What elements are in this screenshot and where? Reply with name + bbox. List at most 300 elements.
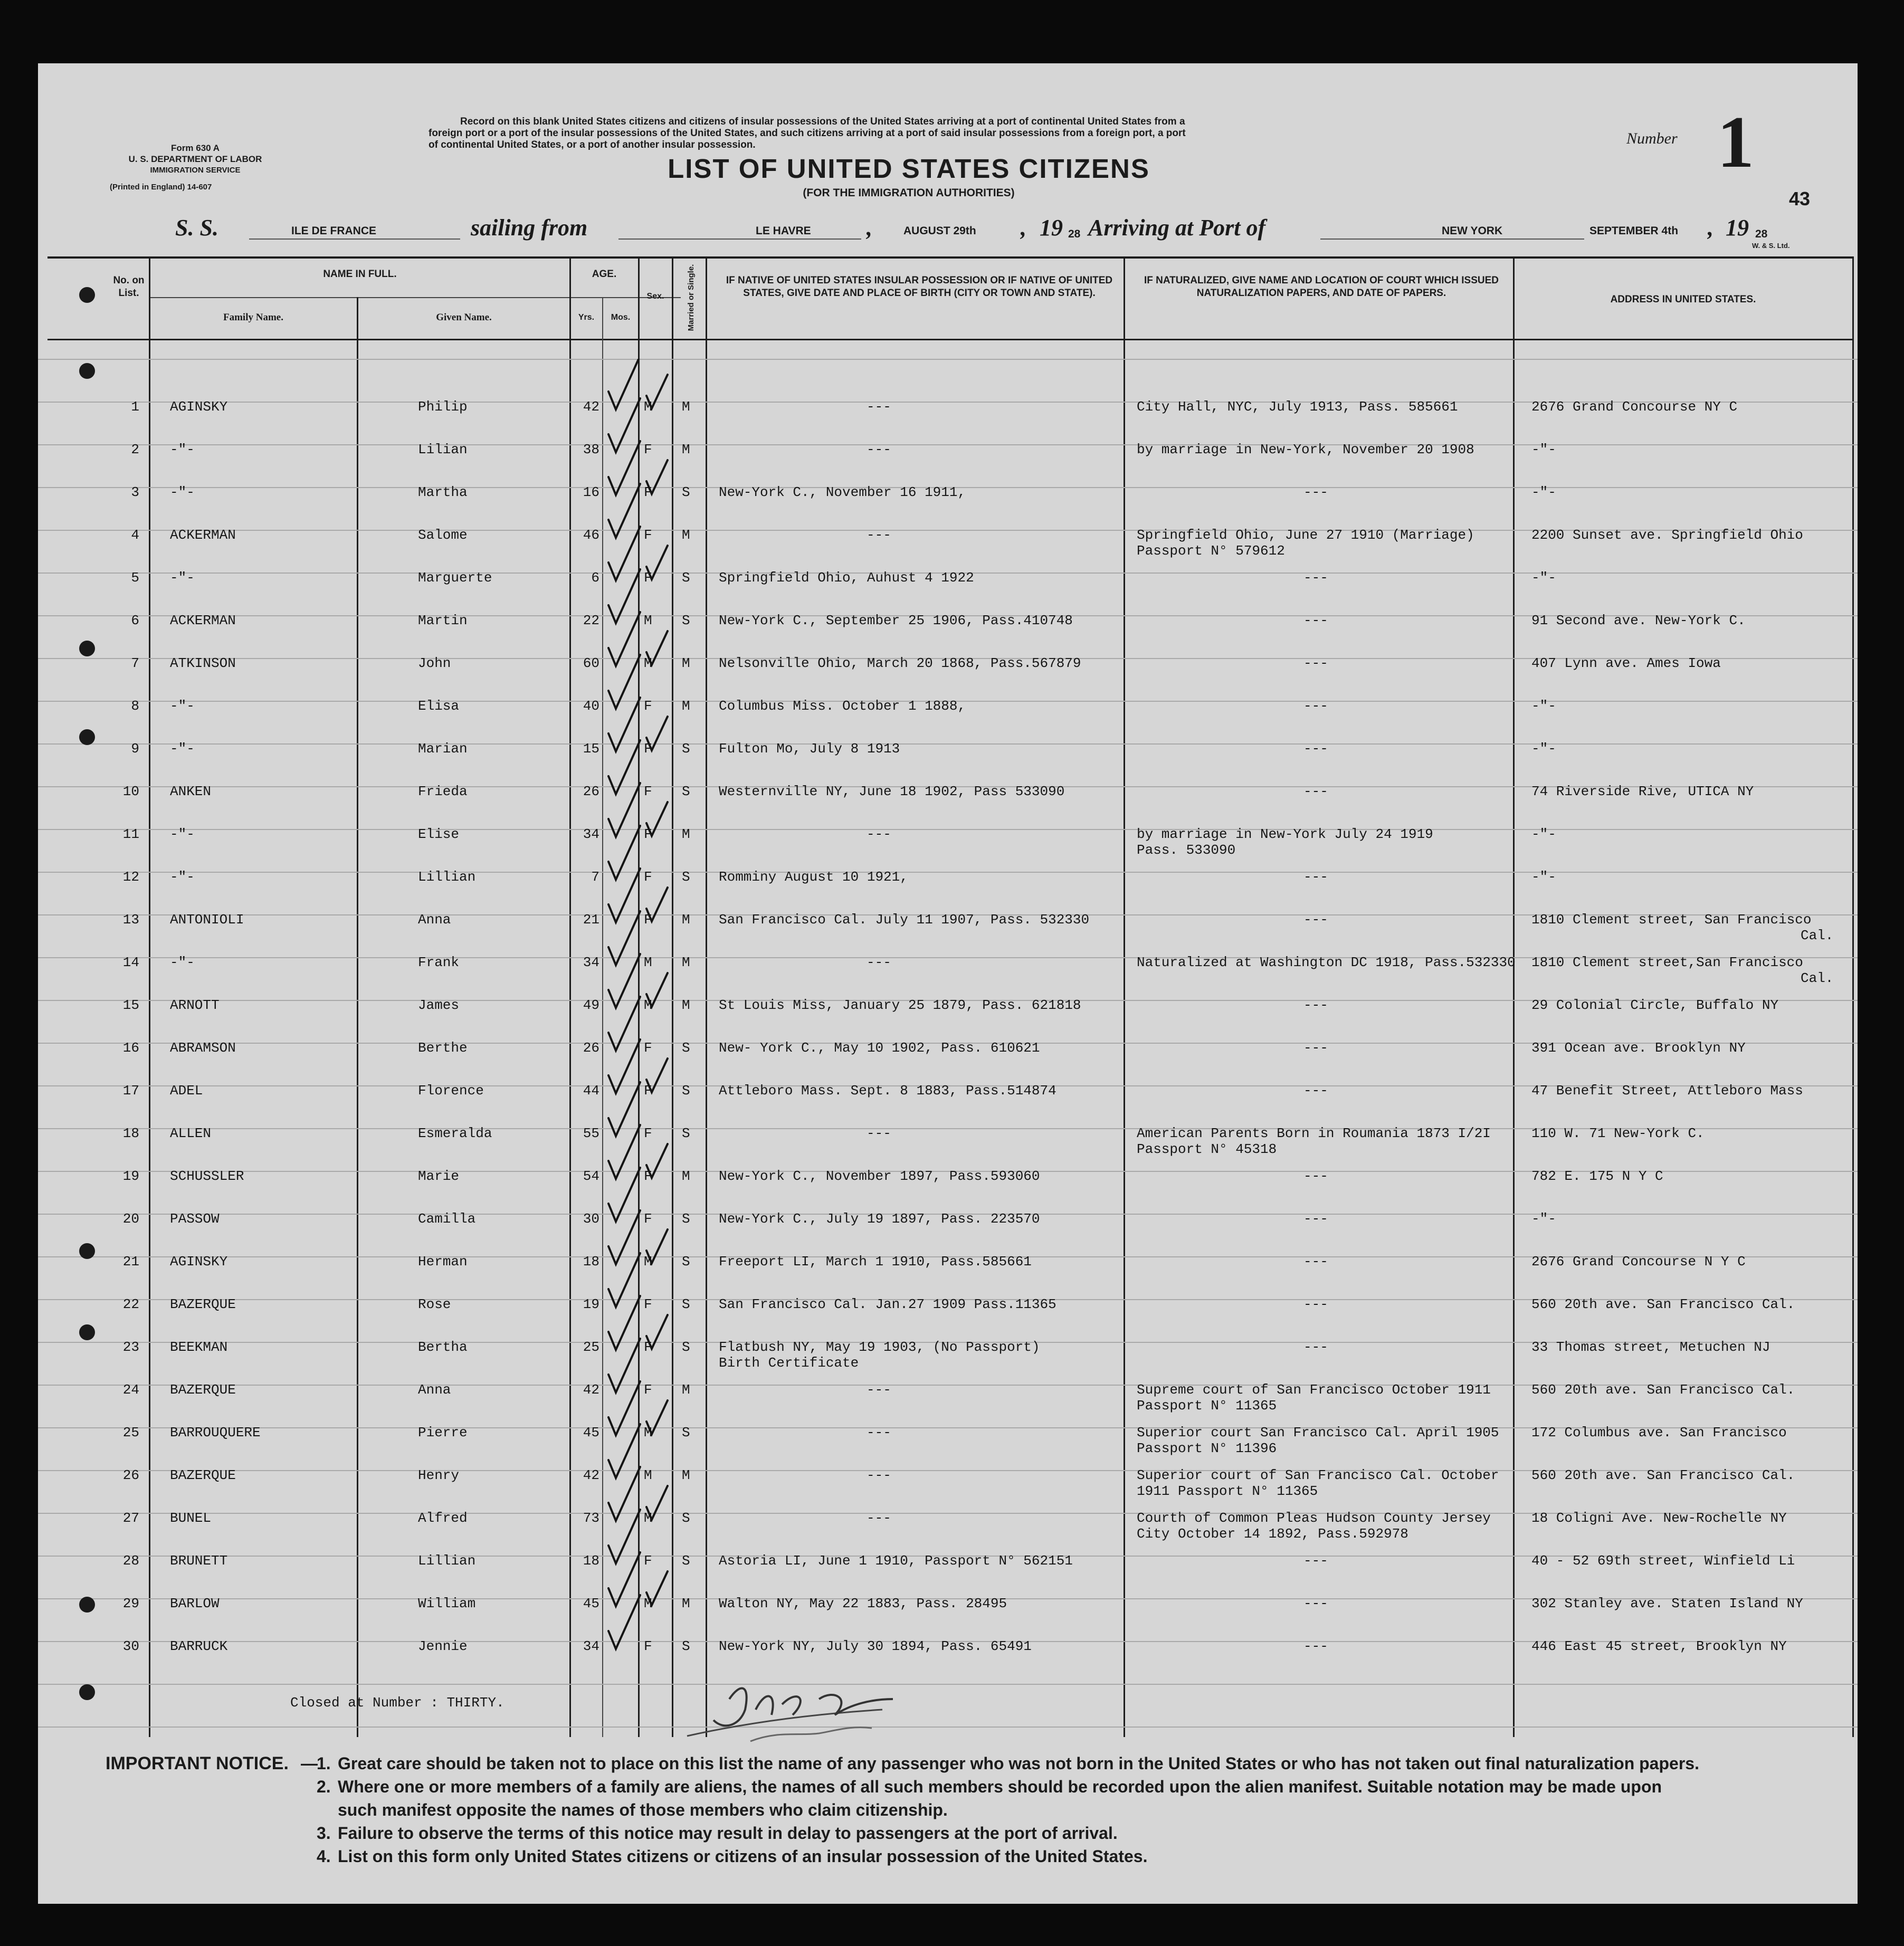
arrival-year: 28 (1755, 228, 1768, 240)
given-name: Salome (418, 527, 468, 543)
checkmark (646, 1400, 668, 1434)
row-number: 22 (122, 1296, 139, 1312)
given-name: Lillian (418, 1553, 476, 1569)
table-top-border (47, 256, 1852, 259)
age-years: 18 (583, 1254, 599, 1270)
checkmark (608, 954, 640, 1008)
naturalization: Springfield Ohio, June 27 1910 (Marriage) (1137, 527, 1474, 543)
page-title: LIST OF UNITED STATES CITIZENS (668, 154, 1150, 184)
marital-status: S (682, 613, 690, 628)
naturalization-continued: Passport N° 45318 (1137, 1141, 1277, 1157)
checkmark (646, 973, 668, 1007)
departure-port: LE HAVRE (756, 225, 811, 237)
arrival-underline (1320, 239, 1584, 240)
naturalization: --- (1303, 869, 1328, 885)
binder-hole (79, 1243, 95, 1259)
header-birth: IF NATIVE OF UNITED STATES INSULAR POSSESSION OR IF NATIVE OF UNITED STATES, GIVE DATE AND PLACE OF BIRTH (CITY OR TOWN AND STATE). (726, 275, 1113, 299)
row-number: 17 (122, 1083, 139, 1099)
checkmark (608, 783, 640, 837)
sex: F (644, 698, 652, 714)
given-name: Esmeralda (418, 1125, 492, 1141)
checkmark (608, 569, 640, 623)
address: 391 Ocean ave. Brooklyn NY (1531, 1040, 1746, 1056)
marital-status: M (682, 442, 690, 457)
row-number: 2 (131, 442, 139, 457)
checkmark (608, 698, 640, 751)
checkmark (608, 1339, 640, 1392)
notice-item-number (317, 1798, 338, 1821)
checkmark (608, 1595, 640, 1649)
row-number: 26 (122, 1467, 139, 1483)
age-years: 15 (583, 741, 599, 757)
family-name: ADEL (170, 1083, 203, 1099)
naturalization: --- (1303, 1296, 1328, 1312)
age-years: 42 (583, 1467, 599, 1483)
age-years: 46 (583, 527, 599, 543)
notice-item (317, 1798, 1826, 1821)
sex: F (644, 912, 652, 928)
age-years: 45 (583, 1596, 599, 1611)
notice-item-number: 3. (317, 1824, 331, 1843)
marital-status: S (682, 1296, 690, 1312)
checkmark (608, 1467, 640, 1521)
naturalization: --- (1303, 912, 1328, 928)
address: -"- (1531, 1211, 1556, 1227)
sailing-date: AUGUST 29th (903, 225, 976, 237)
given-name: Jennie (418, 1638, 468, 1654)
row-number: 14 (122, 955, 139, 970)
marital-status: S (682, 1125, 690, 1141)
family-name: BARLOW (170, 1596, 220, 1611)
marital-status: S (682, 1083, 690, 1099)
birth-place: New-York C., November 1897, Pass.593060 (719, 1168, 1040, 1184)
comma: , (1708, 215, 1713, 241)
sex: F (644, 1211, 652, 1227)
ruled-line (38, 829, 1858, 830)
given-name: Martin (418, 613, 468, 628)
age-years: 26 (583, 784, 599, 799)
marital-status: S (682, 484, 690, 500)
age-years: 73 (583, 1510, 599, 1526)
sex: M (644, 1425, 652, 1441)
birth-place: New- York C., May 10 1902, Pass. 610621 (719, 1040, 1040, 1056)
given-name: James (418, 997, 460, 1013)
birth-place: Attleboro Mass. Sept. 8 1883, Pass.514874 (719, 1083, 1056, 1099)
naturalization: by marriage in New-York, November 20 1908 (1137, 442, 1474, 457)
row-number: 12 (122, 869, 139, 885)
sex: M (644, 1596, 652, 1611)
family-name: ANTONIOLI (170, 912, 244, 928)
checkmark (608, 911, 640, 965)
sex: F (644, 1339, 652, 1355)
notice-item (317, 1821, 1826, 1845)
row-number: 24 (122, 1382, 139, 1398)
family-name: BAZERQUE (170, 1467, 236, 1483)
row-number: 15 (122, 997, 139, 1013)
given-name: Marie (418, 1168, 460, 1184)
row-number: 10 (122, 784, 139, 799)
given-name: Florence (418, 1083, 484, 1099)
sex: F (644, 1168, 652, 1184)
service: IMMIGRATION SERVICE (150, 166, 241, 175)
address: 560 20th ave. San Francisco Cal. (1531, 1467, 1795, 1483)
sailing-year: 28 (1068, 228, 1081, 240)
age-checkmarks (602, 359, 676, 1699)
marital-status: S (682, 1510, 690, 1526)
row-number: 7 (131, 655, 139, 671)
checkmark (646, 631, 668, 665)
header-address: ADDRESS IN UNITED STATES. (1610, 294, 1756, 305)
form-number: Form 630 A (171, 143, 220, 153)
age-years: 45 (583, 1425, 599, 1441)
family-name: BAZERQUE (170, 1382, 236, 1398)
naturalization: --- (1303, 698, 1328, 714)
given-name: Frank (418, 955, 460, 970)
family-name: SCHUSSLER (170, 1168, 244, 1184)
naturalization: --- (1303, 1083, 1328, 1099)
family-name: -"- (170, 698, 195, 714)
given-name: Frieda (418, 784, 468, 799)
checkmark (608, 1296, 640, 1350)
sex: M (644, 1510, 652, 1526)
instructions (429, 116, 1547, 151)
col-divider (569, 256, 571, 1737)
naturalization: --- (1303, 1168, 1328, 1184)
row-number: 28 (122, 1553, 139, 1569)
given-name: Herman (418, 1254, 468, 1270)
checkmark (608, 1168, 640, 1222)
checkmark (646, 460, 668, 494)
row-number: 20 (122, 1211, 139, 1227)
family-name: ACKERMAN (170, 613, 236, 628)
age-years: 18 (583, 1553, 599, 1569)
birth-place: --- (867, 1510, 891, 1526)
birth-place: New-York C., November 16 1911, (719, 484, 966, 500)
age-years: 38 (583, 442, 599, 457)
department: U. S. DEPARTMENT OF LABOR (128, 154, 262, 164)
binder-hole (79, 363, 95, 379)
family-name: -"- (170, 484, 195, 500)
notice-item-text: Failure to observe the terms of this notice may result in delay to passengers at the port of arrival. (338, 1824, 1118, 1843)
checkmark (646, 375, 668, 408)
age-years: 34 (583, 826, 599, 842)
checkmark (608, 1253, 640, 1307)
checkmark (608, 359, 640, 409)
row-number: 4 (131, 527, 139, 543)
header-no: No. on List. (113, 275, 145, 299)
given-name: Marguerte (418, 570, 492, 586)
instruction-line: foreign port or a port of the insular possessions of the United States, and such citizens arriving at a port of said insular possessions from a foreign port, a port (429, 128, 1186, 139)
ss-label: S. S. (175, 215, 218, 241)
family-name: ABRAMSON (170, 1040, 236, 1056)
notice-item-text: such manifest opposite the names of those members who claim citizenship. (338, 1800, 948, 1819)
sex: F (644, 1553, 652, 1569)
notice-items (317, 1752, 1826, 1868)
col-divider (149, 256, 150, 1737)
naturalization: --- (1303, 1596, 1328, 1611)
address: -"- (1531, 484, 1556, 500)
sex: F (644, 1382, 652, 1398)
number-label: Number (1626, 130, 1678, 147)
sex: F (644, 570, 652, 586)
checkmark (608, 655, 640, 709)
marital-status: S (682, 784, 690, 799)
binder-hole (79, 729, 95, 745)
birth-place: --- (867, 1125, 891, 1141)
year-label: 19 (1726, 215, 1749, 241)
notice-item-text: Where one or more members of a family are aliens, the names of all such members should be recorded upon the alien manifest. Suitable notation may be made upon (338, 1777, 1662, 1796)
checkmark (608, 740, 640, 794)
naturalization: --- (1303, 784, 1328, 799)
page-number: 43 (1789, 188, 1811, 209)
naturalization: --- (1303, 997, 1328, 1013)
age-years: 22 (583, 613, 599, 628)
age-years: 19 (583, 1296, 599, 1312)
manifest-sheet (38, 63, 1858, 1904)
naturalization: --- (1303, 1638, 1328, 1654)
page-subtitle: (FOR THE IMMIGRATION AUTHORITIES) (803, 187, 1015, 199)
given-name: Berthe (418, 1040, 468, 1056)
address: 18 Coligni Ave. New-Rochelle NY (1531, 1510, 1787, 1526)
age-years: 60 (583, 655, 599, 671)
header-family-name: Family Name. (223, 312, 283, 323)
ruled-line (38, 743, 1858, 745)
sex: F (644, 1125, 652, 1141)
header-years: Yrs. (578, 313, 595, 322)
instruction-line: of continental United States, or a port of another insular possession. (429, 139, 756, 150)
family-name: PASSOW (170, 1211, 220, 1227)
naturalization: American Parents Born in Roumania 1873 I/2I (1137, 1125, 1491, 1141)
birth-place: San Francisco Cal. Jan.27 1909 Pass.11365 (719, 1296, 1056, 1312)
family-name: BARROUQUERE (170, 1425, 261, 1441)
birth-place: New-York NY, July 30 1894, Pass. 65491 (719, 1638, 1032, 1654)
port-underline (618, 239, 861, 240)
checkmark (608, 484, 640, 538)
given-name: John (418, 655, 451, 671)
row-number: 3 (131, 484, 139, 500)
naturalization: by marriage in New-York July 24 1919 (1137, 826, 1433, 842)
checkmark (608, 1510, 640, 1563)
birth-place: --- (867, 955, 891, 970)
marital-status: S (682, 1040, 690, 1056)
family-name: -"- (170, 570, 195, 586)
naturalization-continued: Passport N° 11396 (1137, 1441, 1277, 1456)
naturalization: --- (1303, 1254, 1328, 1270)
header-given-name: Given Name. (436, 312, 492, 323)
checkmark (646, 802, 668, 836)
birth-place: --- (867, 1382, 891, 1398)
address: 782 E. 175 N Y C (1531, 1168, 1663, 1184)
row-number: 21 (122, 1254, 139, 1270)
sex: M (644, 997, 652, 1013)
family-name: -"- (170, 955, 195, 970)
ruled-line (38, 872, 1858, 873)
birth-place: San Francisco Cal. July 11 1907, Pass. 532330 (719, 912, 1090, 928)
birth-place: New-York C., September 25 1906, Pass.410748 (719, 613, 1073, 628)
age-years: 25 (583, 1339, 599, 1355)
birth-place: --- (867, 826, 891, 842)
given-name: Camilla (418, 1211, 476, 1227)
checkmark (646, 888, 668, 921)
marital-status: S (682, 741, 690, 757)
checkmark (646, 1571, 668, 1605)
checkmark (608, 1424, 640, 1478)
address: 110 W. 71 New-York C. (1531, 1125, 1705, 1141)
family-name: ACKERMAN (170, 527, 236, 543)
row-number: 25 (122, 1425, 139, 1441)
address: 40 - 52 69th street, Winfield Li (1531, 1553, 1795, 1569)
marital-status: M (682, 655, 690, 671)
marital-status: M (682, 698, 690, 714)
checkmark (608, 441, 640, 495)
naturalization: --- (1303, 741, 1328, 757)
family-name: -"- (170, 869, 195, 885)
naturalization-continued: 1911 Passport N° 11365 (1137, 1483, 1318, 1499)
checkmark (608, 997, 640, 1051)
address: -"- (1531, 826, 1556, 842)
address: 74 Riverside Rive, UTICA NY (1531, 784, 1754, 799)
naturalization: Courth of Common Pleas Hudson County Jersey (1137, 1510, 1491, 1526)
age-years: 54 (583, 1168, 599, 1184)
notice-item (317, 1845, 1826, 1868)
row-number: 30 (122, 1638, 139, 1654)
sex: F (644, 826, 652, 842)
binder-hole (79, 1324, 95, 1340)
printer-mark: W. & S. Ltd. (1752, 242, 1790, 250)
address: 33 Thomas street, Metuchen NJ (1531, 1339, 1770, 1355)
address: 2676 Grand Concourse N Y C (1531, 1254, 1746, 1270)
checkmark (608, 1381, 640, 1435)
header-sex: Sex. (646, 292, 664, 301)
naturalization: --- (1303, 1553, 1328, 1569)
age-years: 42 (583, 1382, 599, 1398)
marital-status: M (682, 912, 690, 928)
age-years: 16 (583, 484, 599, 500)
sailing-from-label: sailing from (471, 215, 588, 241)
notice-item-text: Great care should be taken not to place on this list the name of any passenger who was not born in the United States or who has not taken out final naturalization papers. (338, 1754, 1699, 1773)
header-married-single: Married or Single. (687, 264, 696, 331)
address-continued: Cal. (1801, 970, 1834, 986)
naturalization-continued: Pass. 533090 (1137, 842, 1236, 858)
sex: M (644, 955, 652, 970)
col-divider (1124, 256, 1125, 1737)
sex: F (644, 1296, 652, 1312)
row-number: 19 (122, 1168, 139, 1184)
checkmark (608, 527, 640, 580)
address: -"- (1531, 570, 1556, 586)
family-name: BRUNETT (170, 1553, 228, 1569)
age-years: 34 (583, 1638, 599, 1654)
given-name: William (418, 1596, 476, 1611)
given-name: Elise (418, 826, 460, 842)
marital-status: S (682, 1254, 690, 1270)
family-name: BEEKMAN (170, 1339, 228, 1355)
naturalization: Naturalized at Washington DC 1918, Pass.532330 (1137, 955, 1516, 970)
birth-place: Romminy August 10 1921, (719, 869, 908, 885)
checkmark (608, 612, 640, 666)
naturalization: --- (1303, 1040, 1328, 1056)
family-name: AGINSKY (170, 1254, 228, 1270)
family-name: ATKINSON (170, 655, 236, 671)
age-years: 30 (583, 1211, 599, 1227)
checkmark (646, 546, 668, 579)
notice-item-number: 4. (317, 1847, 331, 1866)
sex: F (644, 484, 652, 500)
checkmark (608, 1039, 640, 1093)
instruction-line: Record on this blank United States citizens and citizens of insular possessions of the United States arriving at a port of continental United States from a (460, 116, 1185, 127)
family-name: ARNOTT (170, 997, 220, 1013)
given-name: Alfred (418, 1510, 468, 1526)
address: 1810 Clement street, San Francisco (1531, 912, 1812, 928)
col-divider (706, 256, 707, 1737)
sex: F (644, 1083, 652, 1099)
sex: F (644, 869, 652, 885)
naturalization: --- (1303, 570, 1328, 586)
naturalization: --- (1303, 484, 1328, 500)
age-years: 44 (583, 1083, 599, 1099)
marital-status: S (682, 1211, 690, 1227)
row-number: 23 (122, 1339, 139, 1355)
family-name: ANKEN (170, 784, 212, 799)
checkmark (608, 1552, 640, 1606)
family-name: -"- (170, 442, 195, 457)
marital-status: M (682, 1467, 690, 1483)
address: 407 Lynn ave. Ames Iowa (1531, 655, 1721, 671)
sex: M (644, 655, 652, 671)
age-years: 40 (583, 698, 599, 714)
family-name: -"- (170, 826, 195, 842)
marital-status: M (682, 527, 690, 543)
birth-place: Westernville NY, June 18 1902, Pass 533090 (719, 784, 1065, 799)
naturalization-continued: Passport N° 11365 (1137, 1398, 1277, 1414)
sex: F (644, 741, 652, 757)
given-name: Lillian (418, 869, 476, 885)
binder-hole (79, 1597, 95, 1613)
checkmark (608, 398, 640, 452)
checkmark (646, 1144, 668, 1178)
given-name: Philip (418, 399, 468, 415)
family-name: BUNEL (170, 1510, 212, 1526)
checkmark (646, 1229, 668, 1263)
family-name: BAZERQUE (170, 1296, 236, 1312)
row-number: 29 (122, 1596, 139, 1611)
naturalization: Supreme court of San Francisco October 1911 (1137, 1382, 1491, 1398)
row-number: 18 (122, 1125, 139, 1141)
binder-hole (79, 287, 95, 303)
birth-place: Freeport LI, March 1 1910, Pass.585661 (719, 1254, 1032, 1270)
birth-place: New-York C., July 19 1897, Pass. 223570 (719, 1211, 1040, 1227)
naturalization: --- (1303, 1339, 1328, 1355)
comma: , (867, 215, 872, 241)
marital-status: M (682, 1596, 690, 1611)
given-name: Martha (418, 484, 468, 500)
address: 1810 Clement street,San Francisco (1531, 955, 1803, 970)
sex: F (644, 1040, 652, 1056)
address: 560 20th ave. San Francisco Cal. (1531, 1296, 1795, 1312)
marital-status: S (682, 1425, 690, 1441)
given-name: Rose (418, 1296, 451, 1312)
birth-place: --- (867, 1467, 891, 1483)
address: -"- (1531, 741, 1556, 757)
inspector-signature (661, 1667, 956, 1757)
address: 446 East 45 street, Brooklyn NY (1531, 1638, 1787, 1654)
binder-hole (79, 1684, 95, 1700)
family-name: AGINSKY (170, 399, 228, 415)
notice-item-text: List on this form only United States citizens or citizens of an insular possession of the United States. (338, 1847, 1148, 1866)
checkmark (608, 826, 640, 880)
row-number: 9 (131, 741, 139, 757)
arriving-label: Arriving at Port of (1088, 215, 1266, 241)
